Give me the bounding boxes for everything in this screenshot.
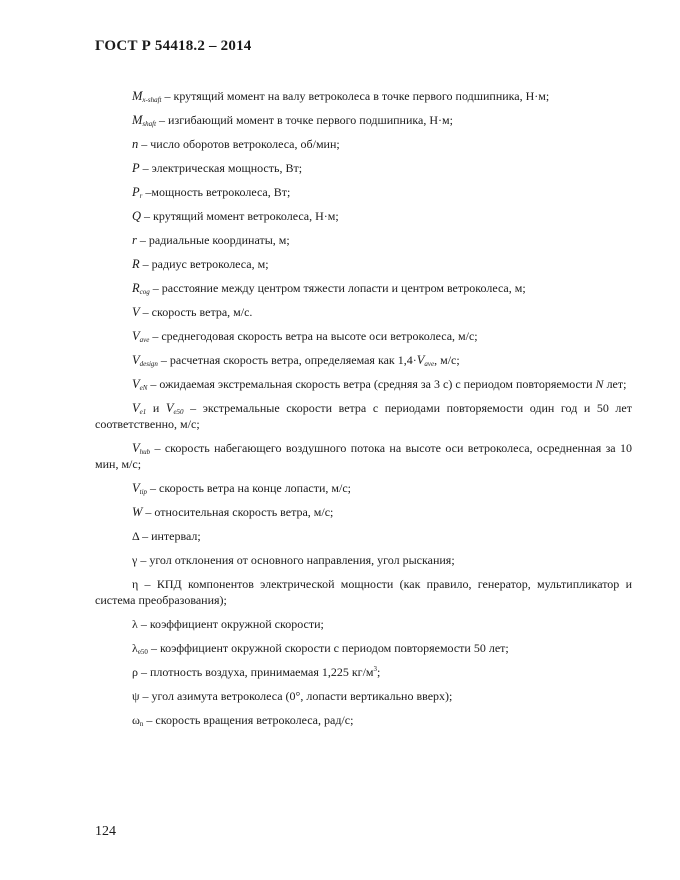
document-header: ГОСТ Р 54418.2 – 2014 (95, 38, 252, 54)
symbol: $\omega_n$ (132, 713, 144, 728)
list-item (95, 640, 632, 656)
list-item (95, 88, 632, 104)
definition: –мощность ветроколеса, Вт; (142, 185, 291, 199)
symbol: W (132, 505, 143, 519)
page-number: 124 (95, 824, 116, 839)
list-item (95, 440, 632, 472)
inline-symbol: $V_{ave}$ (416, 353, 435, 368)
symbol: V (132, 305, 140, 319)
definition: – угол азимута ветроколеса (0°, лопасти вертикально вверх); (139, 689, 453, 703)
symbol: $V_{hub}$ (132, 441, 151, 456)
definition-tail: , м/с; (434, 353, 460, 367)
list-item (95, 112, 632, 128)
list-item (95, 160, 632, 176)
definition: – расстояние между центром тяжести лопасти и центром ветроколеса, м; (149, 281, 526, 295)
symbol: n (132, 137, 139, 151)
symbol: η (132, 577, 139, 591)
definition: – среднегодовая скорость ветра на высоте оси ветроколеса, м/с; (149, 329, 478, 343)
symbol: $V_{design}$ (132, 353, 158, 368)
list-item (95, 664, 632, 680)
definition: – КПД компонентов электрической мощности (как правило, генератор, мультипликатор и система преобразования); (95, 577, 632, 607)
exponent: 3 (373, 665, 378, 673)
conjunction: и (146, 401, 166, 415)
inline-symbol: N (595, 377, 604, 391)
symbol: r (132, 233, 137, 247)
symbols-list (95, 88, 632, 736)
symbol: $\lambda_{e50}$ (132, 641, 148, 656)
symbol: $V_{e1}$ (132, 401, 147, 416)
definition-tail: ; (377, 665, 381, 679)
definition: – радиус ветроколеса, м; (139, 257, 269, 271)
symbol: ψ (132, 689, 140, 703)
definition: – крутящий момент на валу ветроколеса в точке первого подшипника, Н·м; (161, 89, 550, 103)
list-item (95, 400, 632, 432)
definition: – изгибающий момент в точке первого подшипника, Н·м; (156, 113, 453, 127)
symbol: $V_{eN}$ (132, 377, 148, 392)
list-item (95, 184, 632, 200)
definition: – плотность воздуха, принимаемая 1,225 кг/м (138, 665, 374, 679)
list-item (95, 376, 632, 392)
definition: – электрическая мощность, Вт; (139, 161, 303, 175)
definition: – относительная скорость ветра, м/с; (142, 505, 334, 519)
list-item (95, 552, 632, 568)
list-item (95, 208, 632, 224)
symbol-2: $V_{e50}$ (165, 401, 184, 416)
list-item (95, 688, 632, 704)
symbol: Δ (132, 529, 140, 543)
definition: – угол отклонения от основного направления, угол рыскания; (137, 553, 455, 567)
definition: – радиальные координаты, м; (136, 233, 290, 247)
symbol: $M_{x-shaft}$ (132, 89, 162, 104)
list-item (95, 328, 632, 344)
definition: – скорость ветра на конце лопасти, м/с; (147, 481, 352, 495)
definition: – скорость вращения ветроколеса, рад/с; (143, 713, 354, 727)
symbol: γ (132, 553, 138, 567)
definition: – скорость ветра, м/с. (139, 305, 253, 319)
symbol: $V_{tip}$ (132, 481, 148, 496)
definition-tail: лет; (603, 377, 627, 391)
list-item (95, 616, 632, 632)
symbol: $R_{cog}$ (132, 281, 150, 296)
list-item (95, 280, 632, 296)
symbol: $V_{ave}$ (132, 329, 150, 344)
list-item (95, 136, 632, 152)
definition: – интервал; (139, 529, 201, 543)
symbol: $P_r$ (132, 185, 143, 200)
definition: – коэффициент окружной скорости; (137, 617, 324, 631)
definition: – коэффициент окружной скорости с периодом повторяемости 50 лет; (147, 641, 509, 655)
list-item (95, 504, 632, 520)
symbol: ρ (132, 665, 138, 679)
list-item (95, 528, 632, 544)
symbol: $M_{shaft}$ (132, 113, 157, 128)
definition: – скорость набегающего воздушного потока на высоте оси ветроколеса, осредненная за 10 мин, м/с; (95, 441, 632, 471)
list-item (95, 480, 632, 496)
definition: – расчетная скорость ветра, определяемая как 1,4· (157, 353, 417, 367)
definition: – экстремальные скорости ветра с периодами повторяемости один год и 50 лет соответственно, м/с; (95, 401, 632, 431)
definition: – ожидаемая экстремальная скорость ветра (средняя за 3 с) с периодом повторяемости (147, 377, 596, 391)
list-item (95, 232, 632, 248)
list-item (95, 304, 632, 320)
symbol: P (132, 161, 140, 175)
definition: – крутящий момент ветроколеса, Н·м; (141, 209, 339, 223)
symbol: λ (132, 617, 138, 631)
symbol: Q (132, 209, 142, 223)
list-item (95, 256, 632, 272)
list-item (95, 712, 632, 728)
list-item (95, 352, 632, 368)
definition: – число оборотов ветроколеса, об/мин; (138, 137, 340, 151)
symbol: R (132, 257, 140, 271)
list-item (95, 576, 632, 608)
